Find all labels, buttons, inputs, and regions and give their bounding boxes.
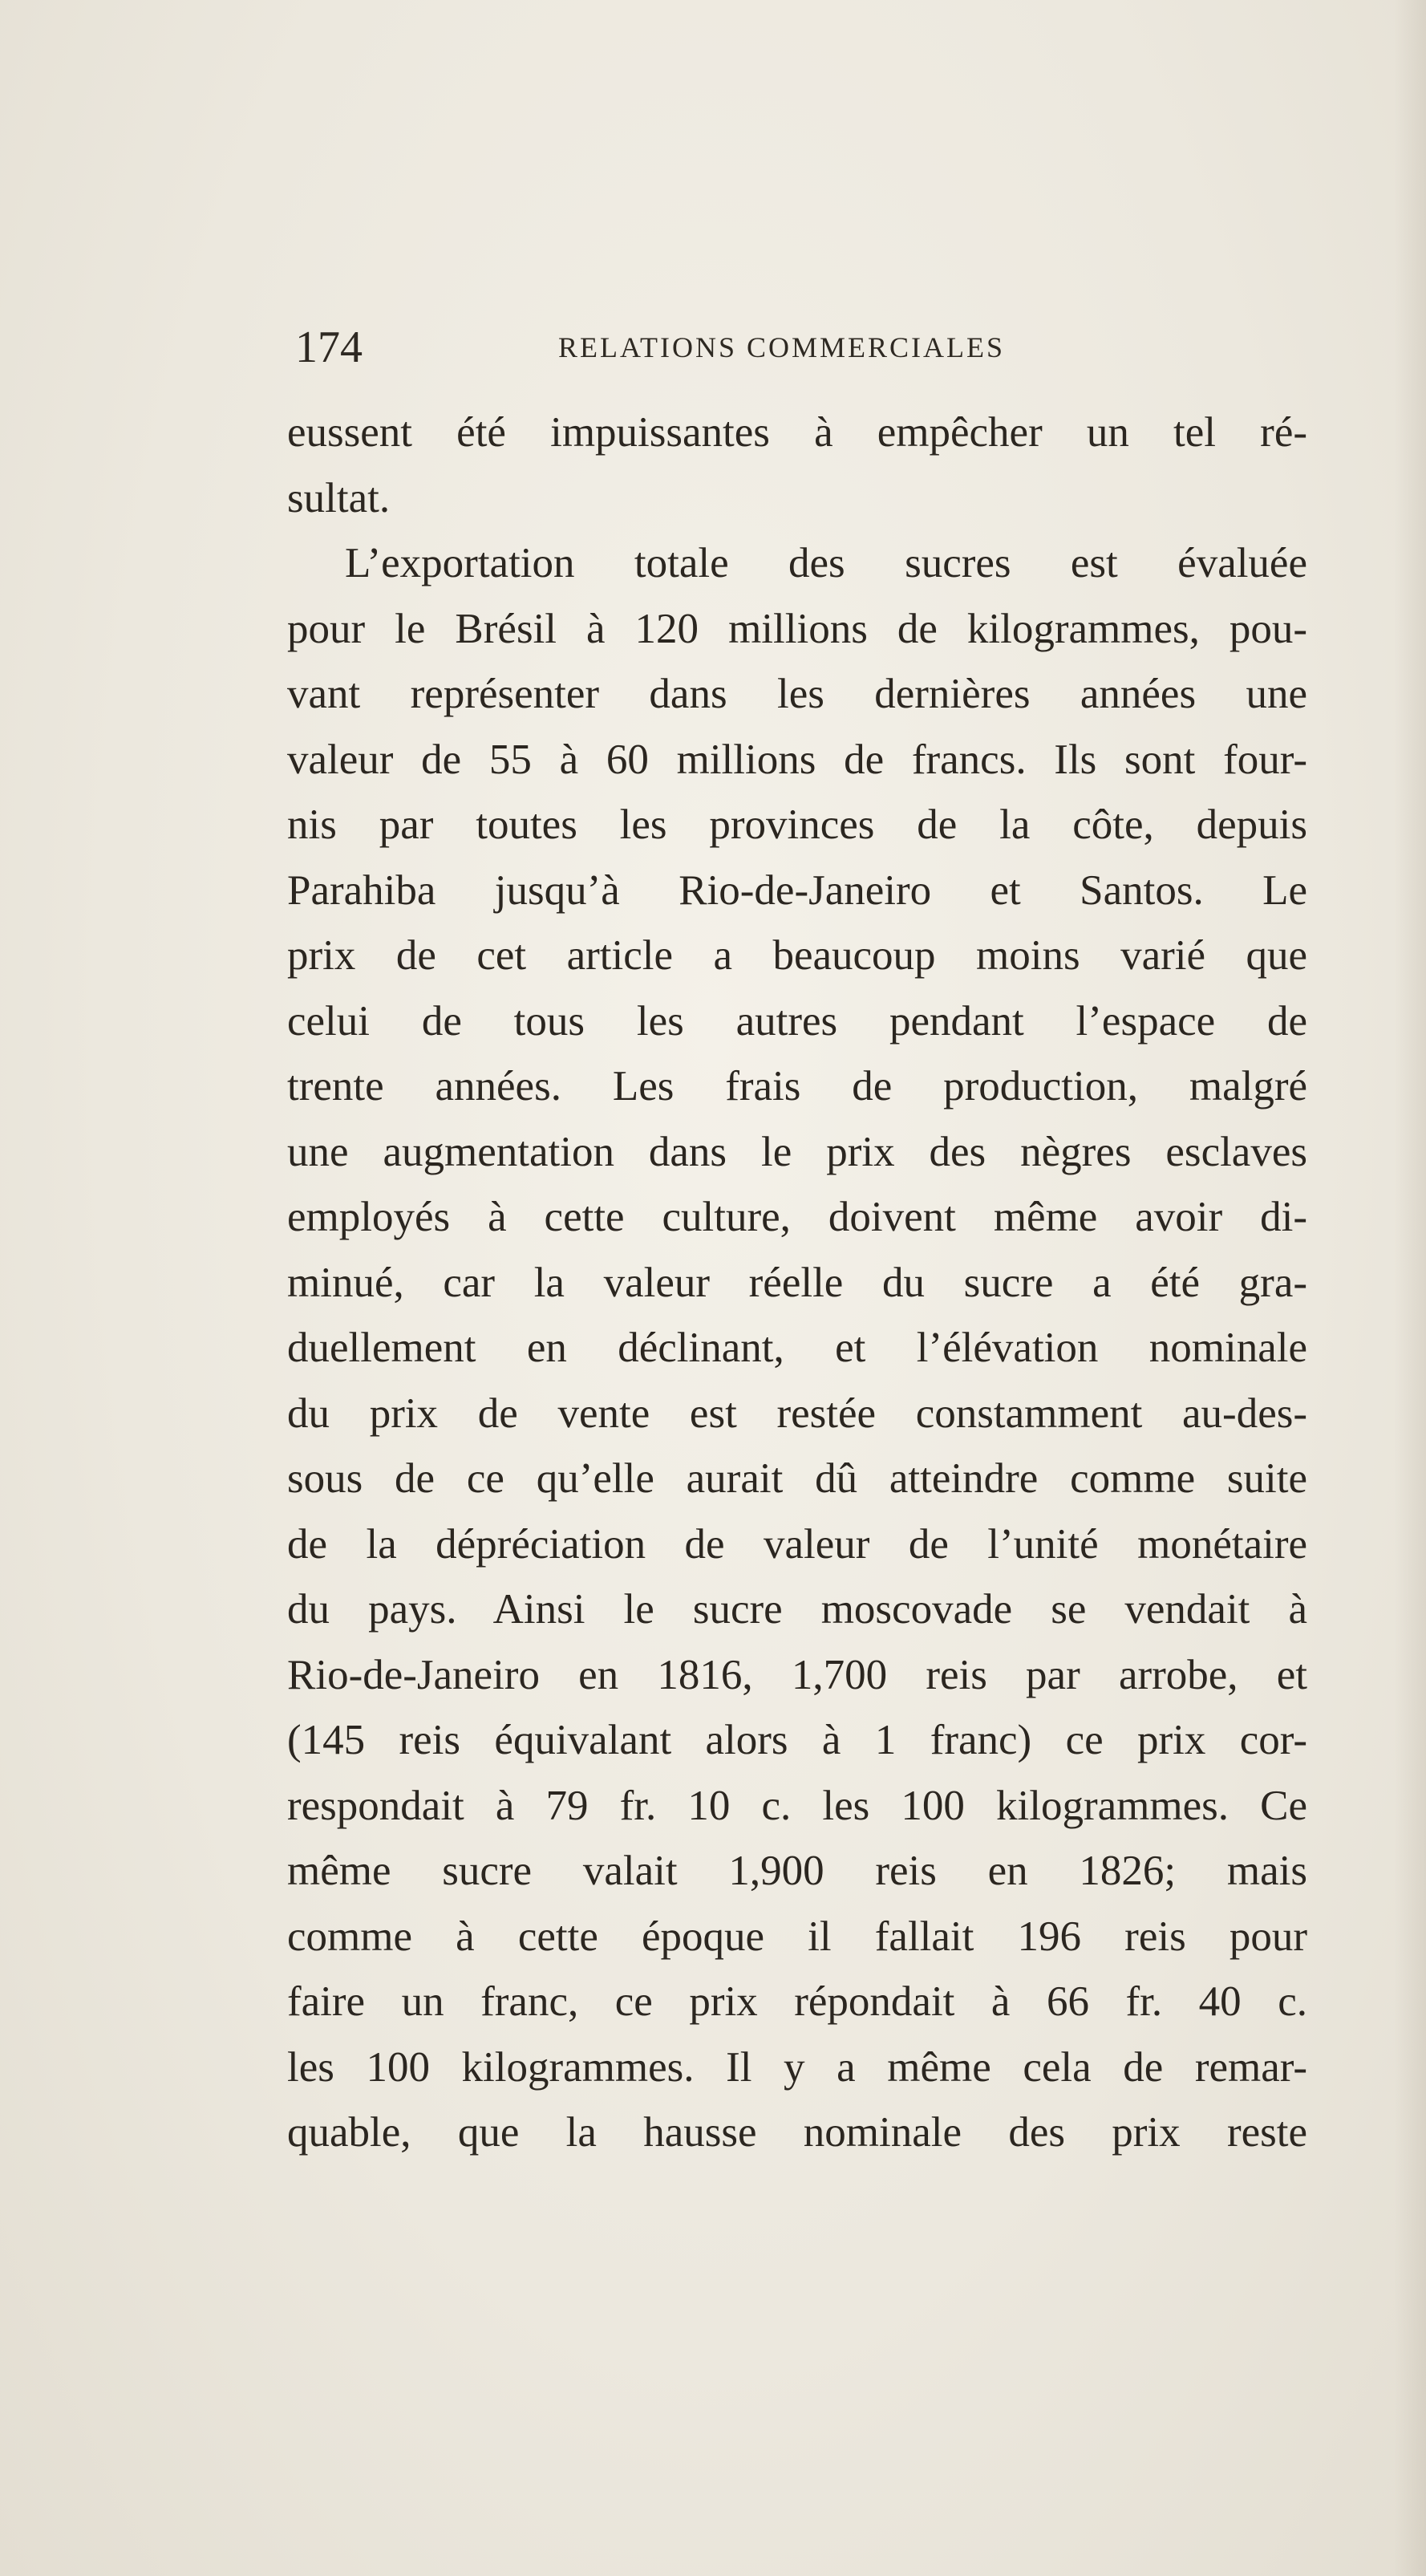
text-line: de la dépréciation de valeur de l’unité monétaire: [287, 1520, 1307, 1568]
text-line: L’exportation totale des sucres est évaluée: [345, 540, 1307, 586]
text-line: du prix de vente est restée constamment au-des-: [287, 1389, 1307, 1437]
text-line: sultat.: [287, 474, 391, 521]
text-line: pour le Brésil à 120 millions de kilogrammes, pou-: [287, 605, 1307, 652]
text-line: eussent été impuissantes à empêcher un tel ré-: [287, 409, 1307, 456]
text-line: employés à cette culture, doivent même avoir di-: [287, 1194, 1307, 1240]
text-line: Rio-de-Janeiro en 1816, 1,700 reis par arrobe, et: [287, 1651, 1307, 1698]
running-head: [287, 319, 1306, 375]
text-line: respondait à 79 fr. 10 c. les 100 kilogrammes. Ce: [287, 1782, 1307, 1829]
text-line: (145 reis équivalant alors à 1 franc) ce prix cor-: [287, 1717, 1307, 1763]
running-title: RELATIONS COMMERCIALES: [558, 331, 1006, 363]
text-line: vant représenter dans les dernières années une: [287, 671, 1307, 717]
text-line: du pays. Ainsi le sucre moscovade se vendait à: [287, 1586, 1307, 1633]
text-line: quable, que la hausse nominale des prix reste: [287, 2109, 1307, 2156]
text-line: trente années. Les frais de production, malgré: [287, 1063, 1307, 1110]
text-line: nis par toutes les provinces de la côte, depuis: [287, 801, 1307, 848]
page-number: 174: [295, 323, 363, 372]
text-line: valeur de 55 à 60 millions de francs. Ils sont four-: [287, 736, 1307, 783]
text-line: prix de cet article a beaucoup moins varié que: [287, 932, 1307, 979]
text-line: les 100 kilogrammes. Il y a même cela de remar-: [287, 2043, 1307, 2091]
text-line: Parahiba jusqu’à Rio-de-Janeiro et Santos. Le: [287, 866, 1307, 914]
text-line: minué, car la valeur réelle du sucre a été gra-: [287, 1259, 1307, 1306]
text-line: sous de ce qu’elle aurait dû atteindre comme suite: [287, 1455, 1307, 1502]
text-line: duellement en déclinant, et l’élévation nominale: [287, 1325, 1307, 1371]
page-edge-shadow: [1394, 0, 1426, 2576]
text-line: comme à cette époque il fallait 196 reis pour: [287, 1913, 1307, 1960]
text-line: une augmentation dans le prix des nègres esclaves: [287, 1128, 1307, 1175]
text-line: même sucre valait 1,900 reis en 1826; mais: [287, 1848, 1307, 1894]
body-text: [287, 400, 1307, 2166]
text-line: faire un franc, ce prix répondait à 66 fr. 40 c.: [287, 1978, 1307, 2025]
text-line: celui de tous les autres pendant l’espace de: [287, 997, 1307, 1045]
